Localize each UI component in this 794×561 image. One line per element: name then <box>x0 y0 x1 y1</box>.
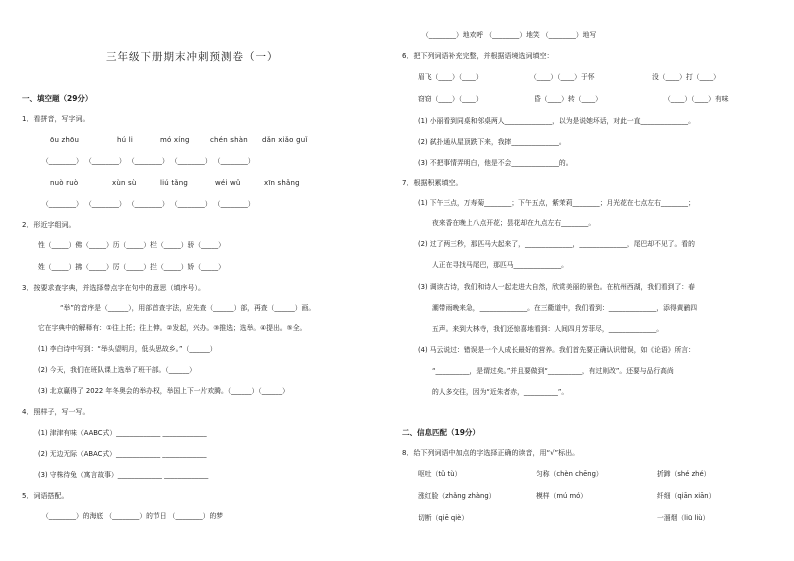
section-2-heading: 二、信息匹配（19分） <box>402 428 480 437</box>
q6-word-5[interactable]: 昏（____）转（____） <box>534 95 602 103</box>
q3-line-2: 它在字典中的解释有：①往上托；往上伸。②发起，兴办。③推选；选举。④提出。⑤全。 <box>38 324 307 332</box>
q1-pinyin-5: dǎn xiǎo guǐ <box>262 136 308 144</box>
q6-word-2[interactable]: （____）（____）于怀 <box>530 73 595 81</box>
q5-prompt: 5．词语搭配。 <box>22 492 69 500</box>
q4-item-1[interactable]: (1) 津津有味（AABC式）_____________ _____________ <box>38 429 207 437</box>
q1-pinyin-8: liú tǎng <box>160 179 189 187</box>
section-1-heading: 一、填空题（29分） <box>22 94 93 103</box>
q1-pinyin-1: ōu zhōu <box>50 136 80 144</box>
q3-line-1[interactable]: “举”的音序是（______），用部首查字法，应先查（______）部，再查（______）画。 <box>60 304 316 312</box>
q4-item-3[interactable]: (3) 守株待兔（寓言故事）_____________ _____________ <box>38 471 209 479</box>
q1-pinyin-6: nuò ruò <box>50 179 79 187</box>
q2-row-1[interactable]: 性（_____）佛（_____）历（_____）栏（_____）骄（_____） <box>38 241 225 249</box>
q6-word-4[interactable]: 窃窃（____）（____） <box>418 95 483 103</box>
q4-prompt: 4．照样子，写一写。 <box>22 408 90 416</box>
q7-1-line-a[interactable]: (1) 下午三点，万寿菊________；下午五点，紫茉莉________；月光花在七点左右________； <box>418 199 695 207</box>
q1-pinyin-7: xùn sù <box>112 179 137 187</box>
q8-item-3[interactable]: 折蹄（shé zhé） <box>657 470 711 478</box>
q8-item-7[interactable]: 切断（qiē qiè） <box>418 514 469 522</box>
q3-sentence-2[interactable]: (2) 今天，我们在班队课上选举了班干部。（______） <box>38 366 196 374</box>
q8-item-6[interactable]: 纤细（qiān xiān） <box>657 492 716 500</box>
q7-prompt: 7．根据积累填空。 <box>402 179 463 187</box>
q5-line-1[interactable]: （________）的海底 （________）的节日 （________）的梦 <box>42 512 224 520</box>
q8-item-1[interactable]: 呕吐（tǔ tù） <box>418 470 462 478</box>
q3-sentence-1[interactable]: (1) 李白诗中写到：“举头望明月，低头思故乡。”（______） <box>38 345 217 353</box>
q7-2-line-b[interactable]: 人正在寻找马尾巴，那匹马______________。 <box>432 261 568 269</box>
q7-3-line-c[interactable]: 五声。来到大林寺，我们还惊喜地看到：人间四月芳菲尽，______________。 <box>432 325 664 333</box>
q7-4-line-b[interactable]: “__________，是谓过矣。”并且要做到“__________，有过则改”。还要与品行高尚 <box>432 367 674 375</box>
q1-pinyin-2: hú li <box>117 136 133 144</box>
q8-item-5[interactable]: 模样（mú mó） <box>536 492 588 500</box>
q1-prompt: 1．看拼音，写字词。 <box>22 115 90 123</box>
q7-3-line-a: (3) 调读古诗，我们和诗人一起走进大自然，欣赏美丽的景色。在杭州西湖，我们看到了：春 <box>418 283 695 291</box>
q1-pinyin-9: wéi wǔ <box>215 179 241 187</box>
q1-pinyin-10: xīn shǎng <box>264 179 300 187</box>
q8-prompt: 8．给下列词语中加点的字选择正确的读音，用“√”标出。 <box>402 449 580 457</box>
q6-word-6[interactable]: （____）（____）有味 <box>664 95 729 103</box>
q3-sentence-3[interactable]: (3) 北京赢得了 2022 年冬奥会的举办权，举国上下一片欢腾。（______）（______） <box>38 387 289 395</box>
q1-blanks-1[interactable]: （________） （________） （________） （________） （________） <box>42 157 255 165</box>
q8-item-9[interactable]: 一溜烟（liū liù） <box>657 514 710 522</box>
q6-word-1[interactable]: 眉飞（____）（____） <box>418 73 483 81</box>
q2-prompt: 2．形近字组词。 <box>22 221 76 229</box>
q1-pinyin-4: chén shàn <box>210 136 248 144</box>
q6-sentence-1[interactable]: (1) 小丽看到同桌和邻桌两人______________，以为是说她坏话，对此一直______________。 <box>418 117 695 125</box>
q1-blanks-2[interactable]: （________） （________） （________） （________） （________） <box>42 200 255 208</box>
q4-item-2[interactable]: (2) 无边无际（ABAC式）_____________ _____________ <box>38 450 207 458</box>
q8-item-4[interactable]: 涨红脸（zhǎng zhàng） <box>418 492 496 500</box>
q6-sentence-3[interactable]: (3) 不把事情弄明白，他是不会______________的。 <box>418 159 573 167</box>
q6-prompt: 6．把下列词语补充完整，并根据语境选词填空： <box>402 52 554 60</box>
q2-row-2[interactable]: 姓（_____）拂（_____）厉（_____）拦（_____）娇（_____） <box>38 263 225 271</box>
q7-1-line-b[interactable]: 夜来香在晚上八点开花；昙花却在九点左右________。 <box>432 219 596 227</box>
q8-item-2[interactable]: 匀称（chèn chēng） <box>536 470 603 478</box>
q1-pinyin-3: mó xíng <box>160 136 190 144</box>
q7-2-line-a[interactable]: (2) 过了两三秒，那匹马大起来了，______________，______________，尾巴却不见了。看的 <box>418 240 695 248</box>
q3-prompt: 3．按要求查字典，并选择带点字在句中的意思（填序号）。 <box>22 284 205 292</box>
q5-line-2[interactable]: （________）地欢呼 （________）地笑 （________）地写 <box>422 31 597 39</box>
q7-4-line-a: (4) 马云说过：错误是一个人成长最好的营养。我们首先要正确认识错误，如《论语》所言： <box>418 346 695 354</box>
page-title: 三年级下册期末冲刺预测卷（一） <box>106 51 279 63</box>
q7-3-line-b[interactable]: 潮带雨晚来急，______________。在三衢道中，我们看到：______________，添得黄鹂四 <box>432 304 698 312</box>
q7-4-line-c[interactable]: 的人多交往，因为“近朱者赤，__________”。 <box>432 388 569 396</box>
q6-sentence-2[interactable]: (2) 弑扑通从屋顶跌下来，我摔______________。 <box>418 138 566 146</box>
q6-word-3[interactable]: 没（____）打（____） <box>652 73 720 81</box>
